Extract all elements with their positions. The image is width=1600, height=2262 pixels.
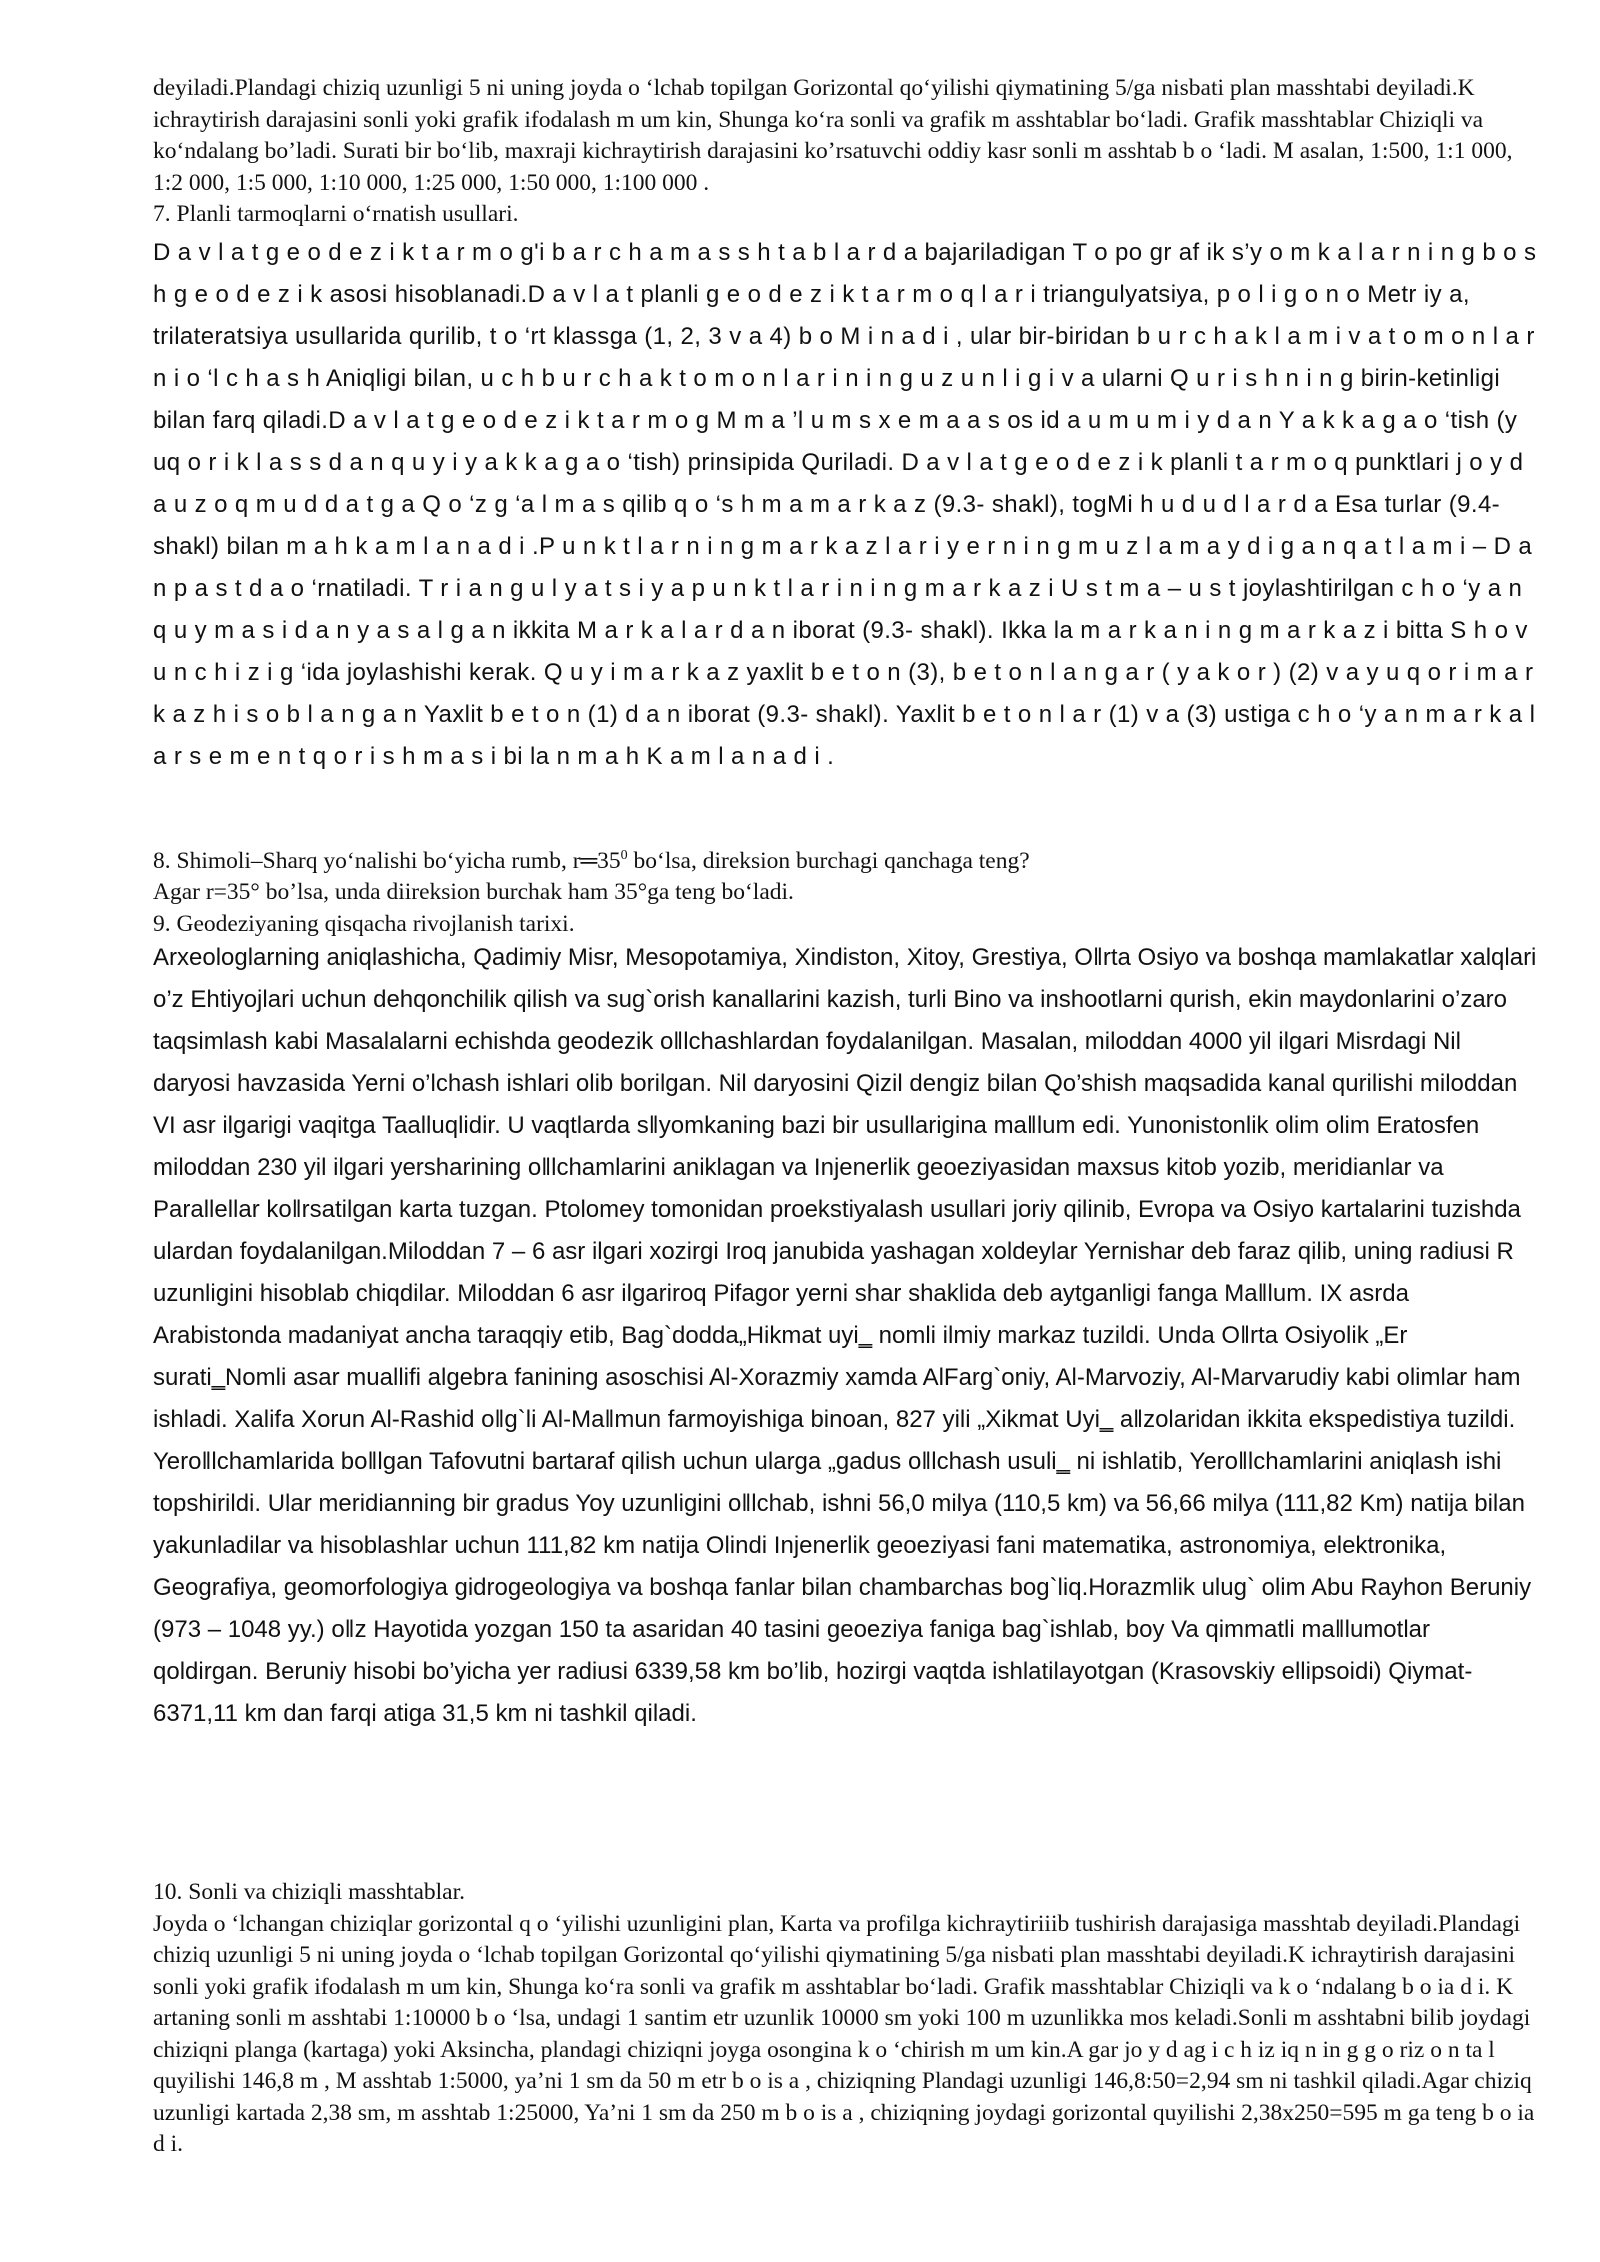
intro-paragraph: deyiladi.Plandagi chiziq uzunligi 5 ni uning joyda o ‘lchab topilgan Gorizontal qo‘yilishi qiymatining 5/ga nisbati plan masshtabi deyiladi.K ichraytirish darajasini sonli yoki grafik ifodalash m um kin, Shunga ko‘ra sonli va grafik m asshtablar bo‘ladi. Grafik masshtablar Chiziqli va ko‘ndalang bo’ladi. Surati bir bo‘lib, maxraji kichraytirish darajasini ko’rsatuvchi oddiy kasr sonli m asshtab b o ‘ladi. M asalan, 1:500, 1:1 000, 1:2 000, 1:5 000, 1:10 000, 1:25 000, 1:50 000, 1:100 000 .	[153, 75, 1513, 196]
section-q10	[153, 1877, 1538, 2161]
question-10-heading: 10. Sonli va chiziqli masshtablar.	[153, 1879, 465, 1905]
question-9-body: Arxeologlarning aniqlashicha, Qadimiy Misr, Mesopotamiya, Xindiston, Xitoy, Grestiya, O‖rta Osiyo va boshqa mamlakatlar xalqlari o’z Ehtiyojlari uchun dehqonchilik qilish va sug`orish kanallarini kazish, turli Bino va inshootlarni qurish, ekin maydonlarini o’zaro taqsimlash kabi Masalalarni echishda geodezik o‖lchashlardan foydalanilgan. Masalan, miloddan 4000 yil ilgari Misrdagi Nil daryosi havzasida Yerni o’lchash ishlari olib borilgan. Nil daryosini Qizil dengiz bilan Qo’shish maqsadida kanal qurilishi miloddan VI asr ilgarigi vaqitga Taalluqlidir. U vaqtlarda s‖yomkaning bazi bir usullarigina ma‖lum edi. Yunonistonlik olim olim Eratosfen miloddan 230 yil ilgari yersharining o‖lchamlarini aniklagan va Injenerlik geoeziyasidan maxsus kitob yozib, meridianlar va Parallellar ko‖rsatilgan karta tuzgan. Ptolomey tomonidan proekstiyalash usullari joriy qilinib, Evropa va Osiyo kartalarini tuzishda ulardan foydalanilgan.Miloddan 7 – 6 asr ilgari xozirgi Iroq janubida yashagan xoldeylar Yernishar deb faraz qilib, uning radiusi R uzunligini hisoblab chiqdilar. Miloddan 6 asr ilgariroq Pifagor yerni shar shaklida deb aytganligi fanga Ma‖lum. IX asrda Arabistonda madaniyat ancha taraqqiy etib, Bag`dodda„Hikmat uyi‗ nomli ilmiy markaz tuzildi. Unda O‖rta Osiyolik „Er surati‗Nomli asar muallifi algebra fanining asoschisi Al-Xorazmiy xamda AlFarg`oniy, Al-Marvoziy, Al-Marvarudiy kabi olimlar ham ishladi. Xalifa Xorun Al-Rashid o‖g`li Al-Ma‖mun farmoyishiga binoan, 827 yili „Xikmat Uyi‗ a‖zolaridan ikkita ekspedistiya tuzildi. Yero‖lchamlarida bo‖lgan Tafovutni bartaraf qilish uchun ularga „gadus o‖lchash usuli‗ ni ishlatib, Yero‖lchamlarini aniqlash ishi topshirildi. Ular meridianning bir gradus Yoy uzunligini o‖lchab, ishni 56,0 milya (110,5 km) va 56,66 milya (111,82 Km) natija bilan yakunladilar va hisoblashlar uchun 111,82 km natija Olindi Injenerlik geoeziyasi fani matematika, astronomiya, elektronika, Geografiya, geomorfologiya gidrogeologiya va boshqa fanlar bilan chambarchas bog`liq.Horazmlik ulug` olim Abu Rayhon Beruniy (973 – 1048 yy.) o‖z Hayotida yozgan 150 ta asaridan 40 tasini geoeziya faniga bag`ishlab, boy Va qimmatli ma‖lumotlar qoldirgan. Beruniy hisobi bo’yicha yer radiusi 6339,58 km bo’lib, hozirgi vaqtda ishlatilayotgan (Krasovskiy ellipsoidi) Qiymat- 6371,11 km dan farqi atiga 31,5 km ni tashkil qiladi.	[153, 944, 1537, 1727]
question-7-body: D a v l a t g e o d e z i k t a r m o g'i b a r c h a m a s s h t a b l a r d a bajariladigan T o po gr af ik s’y o m k a l a r n i n g b o s h g e o d e z i k asosi hisoblanadi.D a v l a t planli g e o d e z i k t a r m o q l a r i triangulyatsiya, p o l i g o n o Metr iy a, trilateratsiya usullarida qurilib, t o ‘rt klassga (1, 2, 3 v a 4) b o M i n a d i , ular bir-biridan b u r c h a k l a m i v a t o m o n l a r n i o ‘l c h a s h Aniqligi bilan, u c h b u r c h a k t o m o n l a r i n i n g u z u n l i g i v a ularni Q u r i s h n i n g birin-ketinligi bilan farq qiladi.D a v l a t g e o d e z i k t a r m o g M m a ’l u m s x e m a a s os id a u m u m i y d a n Y a k k a g a o ‘tish (y uq o r i k l a s s d a n q u y i y a k k a g a o ‘tish) prinsipida Quriladi. D a v l a t g e o d e z i k planli t a r m o q punktlari j o y d a u z o q m u d d a t g a Q o ‘z g ‘a l m a s qilib q o ‘s h m a m a r k a z (9.3- shakl), togMi h u d u d l a r d a Esa turlar (9.4- shakl) bilan m a h k a m l a n a d i .P u n k t l a r n i n g m a r k a z l a r i y e r n i n g m u z l a m a y d i g a n q a t l a m i – D a n p a s t d a o ‘rnatiladi. T r i a n g u l y a t s i y a p u n k t l a r i n i n g m a r k a z i U s t m a – u s t joylashtirilgan c h o ‘y a n q u y m a s i d a n y a s a l g a n ikkita M a r k a l a r d a n iborat (9.3- shakl). Ikka la m a r k a n i n g m a r k a z i bitta S h o v u n c h i z i g ‘ida joylashishi kerak. Q u y i m a r k a z yaxlit b e t o n (3), b e t o n l a n g a r ( y a k o r ) (2) v a y u q o r i m a r k a z h i s o b l a n g a n Yaxlit b e t o n (1) d a n iborat (9.3- shakl). Yaxlit b e t o n l a r (1) v a (3) ustiga c h o ‘y a n m a r k a l a r s e m e n t q o r i s h m a s i bi la n m a h K a m l a n a d i .	[153, 239, 1537, 770]
section-q9	[153, 937, 1538, 1735]
question-10-body: Joyda o ‘lchangan chiziqlar gorizontal q o ‘yilishi uzunligini plan, Karta va profilga kichraytiriiib tushirish darajasiga masshtab deyiladi.Plandagi chiziq uzunligi 5 ni uning joyda o ‘lchab topilgan Gorizontal qo‘yilishi qiymatining 5/ga nisbati plan masshtabi deyiladi.K ichraytirish darajasini sonli yoki grafik ifodalash m um kin, Shunga ko‘ra sonli va grafik m asshtablar bo‘ladi. Grafik masshtablar Chiziqli va k o ‘ndalang b o ia d i. K artaning sonli m asshtabi 1:10000 b o ‘lsa, undagi 1 santim etr uzunlik 10000 sm yoki 100 m uzunlikka mos keladi.Sonli m asshtabni bilib joydagi chiziqni planga (kartaga) yoki Aksincha, plandagi chiziqni joyga osongina k o ‘chirish m um kin.A gar jo y d ag i c h iz iq n in g g o riz o n ta l quyilishi 146,8 m , M asshtab 1:5000, ya’ni 1 sm da 50 m etr b o is a , chiziqning Plandagi uzunligi 146,8:50=2,94 sm ni tashkil qiladi.Agar chiziq uzunligi kartada 2,38 sm, m asshtab 1:25000, Ya’ni 1 sm da 250 m b o is a , chiziqning joydagi gorizontal quyilishi 2,38x250=595 m ga teng b o ia d i.	[153, 1910, 1535, 2157]
question-8-suffix: bo‘lsa, direksion burchagi qanchaga teng?	[627, 847, 1030, 874]
section-q8	[153, 840, 1538, 940]
degree-superscript: 0	[620, 848, 628, 863]
question-7-heading: 7. Planli tarmoqlarni o‘rnatish usullari.	[153, 201, 519, 227]
section-q7	[153, 232, 1538, 778]
question-8-answer: Agar r=35° bo’lsa, unda diireksion burchak ham 35°ga teng bo‘ladi.	[153, 879, 794, 906]
question-8-prefix: 8. Shimoli–Sharq yo‘nalishi bo‘yicha rumb, r═35	[153, 847, 621, 874]
section-top	[153, 73, 1538, 231]
question-9-heading: 9. Geodeziyaning qisqacha rivojlanish tarixi.	[153, 910, 575, 937]
question-8-heading	[153, 840, 1538, 877]
